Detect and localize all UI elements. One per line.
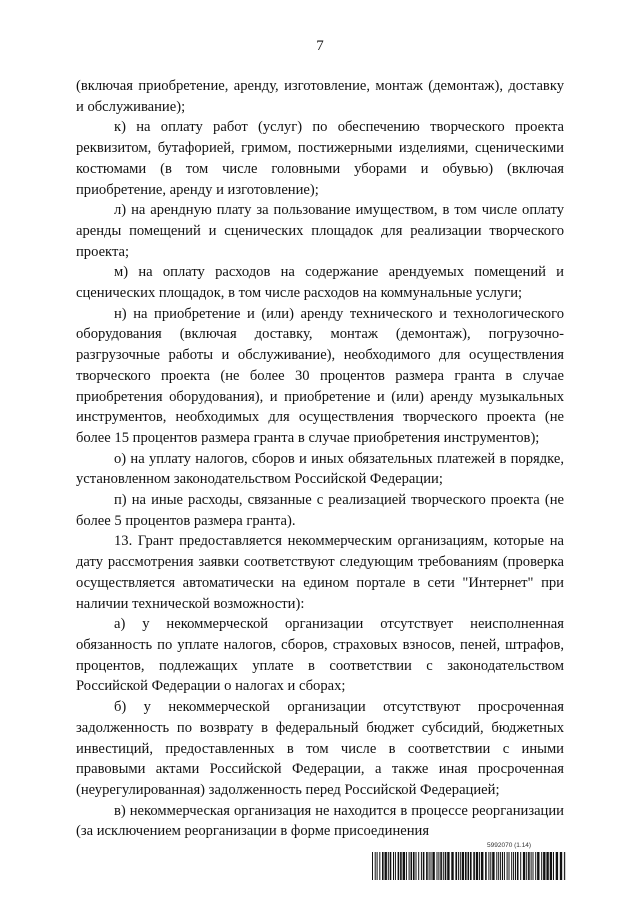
paragraph: л) на арендную плату за пользование имуществом, в том числе оплату аренды помещений и сценических площадок для реализации творческого проекта; [76,202,564,260]
paragraph: б) у некоммерческой организации отсутствуют просроченная задолженность по возврату в федеральный бюджет субсидий, бюджетных инвестиций, предоставленных в том числе в соответствии с иными правовыми актами Российской Федерации, а также иная просроченная (неурегулированная) задолженность перед Российской Федерацией; [76,699,564,798]
paragraph: о) на уплату налогов, сборов и иных обязательных платежей в порядке, установленном законодательством Российской Федерации; [76,450,564,488]
paragraph: а) у некоммерческой организации отсутствует неисполненная обязанность по уплате налогов, сборов, страховых взносов, пеней, штрафов, процентов, подлежащих уплате в соответствии с законодательством Российской Федерации о налогах и сборах; [76,616,564,695]
barcode [372,852,566,880]
paragraph: п) на иные расходы, связанные с реализацией творческого проекта (не более 5 процентов размера гранта). [76,492,564,529]
document-body [76,76,564,842]
paragraph: м) на оплату расходов на содержание арендуемых помещений и сценических площадок, в том числе расходов на коммунальные услуги; [76,264,564,302]
page-number: 7 [316,38,324,54]
paragraph: в) некоммерческая организация не находится в процессе реорганизации (за исключением реорганизации в форме присоединения [76,802,564,840]
document-code: 5992070 (1.14) [487,842,532,849]
paragraph: к) на оплату работ (услуг) по обеспечению творческого проекта реквизитом, бутафорией, гримом, постижерными изделиями, сценическими костюмами (в том числе головными уборами и обувью) (включая приобретение, аренду и изготовление); [76,119,564,198]
paragraph: (включая приобретение, аренду, изготовление, монтаж (демонтаж), доставку и обслуживание); [76,78,564,115]
paragraph: н) на приобретение и (или) аренду технического и технологического оборудования (включая доставку, монтаж (демонтаж), погрузочно-разгрузочные работы и обслуживание), необходимого для осуществления творческого проекта (не более 30 процентов размера гранта в случае приобретения оборудования), и приобретение и (или) аренду музыкальных инструментов, необходимых для осуществления творческого проекта (не более 15 процентов размера гранта в случае приобретения инструментов); [76,305,564,446]
paragraph: 13. Грант предоставляется некоммерческим организациям, которые на дату рассмотрения заявки соответствуют следующим требованиям (проверка осуществляется автоматически на едином портале в сети "Интернет" при наличии технической возможности): [76,533,564,612]
